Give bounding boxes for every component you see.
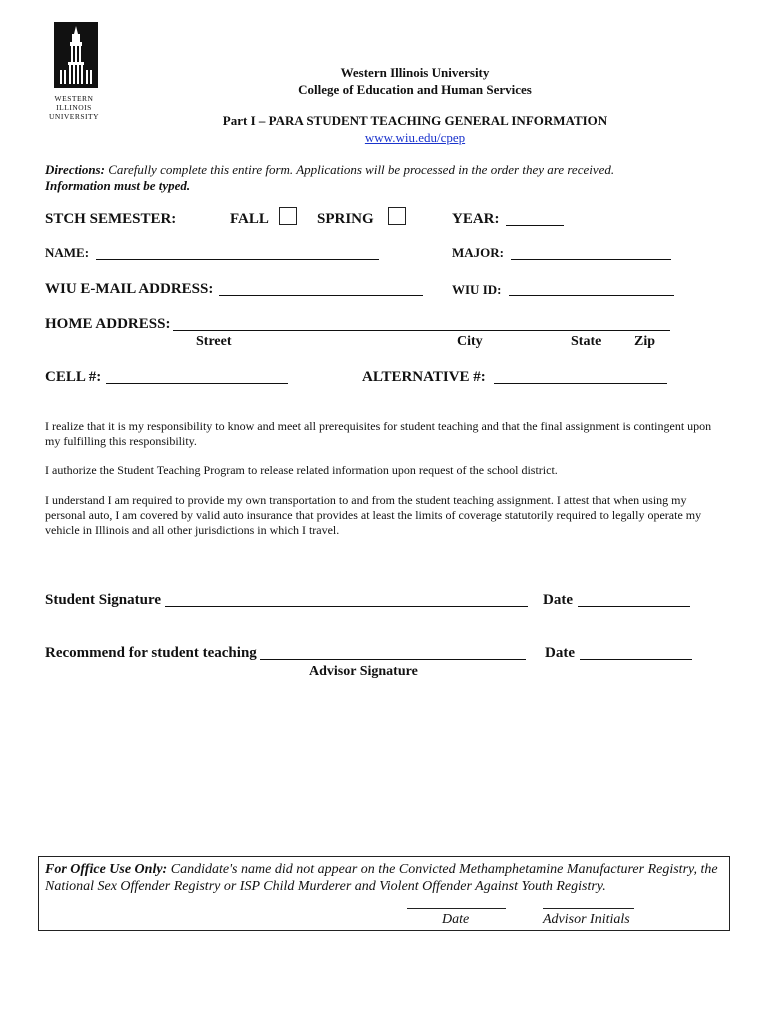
fall-checkbox[interactable] — [279, 207, 297, 225]
statement-transportation: I understand I am required to provide my own transportation to and from the student teaching assignment. I attest that when using my personal auto, I am covered by valid auto insurance that provides at least the limits of coverage statutorily required to legally operate my vehicle in Illinois and all other jurisdictions in which I travel. — [45, 493, 702, 537]
header-college: College of Education and Human Services — [298, 82, 532, 97]
cell-field[interactable] — [106, 371, 288, 384]
email-label: WIU E-MAIL ADDRESS: — [45, 281, 214, 297]
statement-authorize: I authorize the Student Teaching Program to release related information upon request of the school district. — [45, 463, 558, 477]
spring-checkbox[interactable] — [388, 207, 406, 225]
wiuid-label: WIU ID: — [452, 282, 502, 297]
spring-label: SPRING — [317, 211, 374, 227]
student-date-label: Date — [543, 592, 573, 608]
student-signature-label: Student Signature — [45, 592, 162, 608]
logo-text-line3: UNIVERSITY — [49, 112, 99, 121]
office-initials-label: Advisor Initials — [543, 912, 630, 927]
directions-typed: Information must be typed. — [45, 178, 191, 193]
cell-label: CELL #: — [45, 369, 102, 385]
office-use-text: Candidate's name did not appear on the Convicted Methamphetamine Manufacturer Registry, the National Sex Offender Registry or ISP Child Murderer and Violent Offender Against Youth Registry. — [45, 862, 718, 894]
street-label: Street — [196, 334, 232, 349]
office-date-label: Date — [442, 912, 470, 927]
name-field[interactable] — [96, 247, 379, 260]
state-label: State — [571, 334, 602, 349]
recommend-label: Recommend for student teaching — [45, 645, 257, 661]
advisor-date-field[interactable] — [580, 647, 692, 660]
tower-logo-icon — [54, 22, 98, 88]
header-link[interactable]: www.wiu.edu/cpep — [364, 130, 466, 145]
office-use-box — [38, 856, 730, 931]
logo-text-line1: WESTERN — [54, 94, 94, 103]
home-address-label: HOME ADDRESS: — [45, 316, 171, 332]
email-field[interactable] — [219, 283, 423, 296]
form-title: Part I – PARA STUDENT TEACHING GENERAL INFORMATION — [222, 113, 608, 128]
advisor-date-label: Date — [545, 645, 575, 661]
major-field[interactable] — [511, 247, 671, 260]
office-date-line[interactable] — [407, 908, 506, 909]
logo-text-line2: ILLINOIS — [56, 103, 92, 112]
statement-prerequisites: I realize that it is my responsibility to know and meet all prerequisites for student teaching and that the final assignment is contingent upon my fulfilling this responsibility. — [45, 419, 712, 448]
year-field[interactable] — [506, 213, 564, 226]
home-address-field[interactable] — [173, 318, 670, 331]
alternative-field[interactable] — [494, 371, 667, 384]
directions-label: Directions: — [45, 162, 105, 177]
semester-label: STCH SEMESTER: — [45, 211, 177, 227]
year-label: YEAR: — [452, 211, 500, 227]
student-date-field[interactable] — [578, 594, 690, 607]
student-signature-field[interactable] — [165, 594, 528, 607]
header-university: Western Illinois University — [340, 65, 490, 80]
zip-label: Zip — [634, 334, 656, 349]
major-label: MAJOR: — [452, 245, 504, 260]
name-label: NAME: — [45, 245, 90, 260]
directions-text: Carefully complete this entire form. Applications will be processed in the order they are received. — [104, 162, 615, 177]
city-label: City — [457, 334, 483, 349]
office-use-label: For Office Use Only: — [45, 862, 168, 877]
fall-label: FALL — [230, 211, 269, 227]
office-initials-line[interactable] — [543, 908, 634, 909]
advisor-signature-field[interactable] — [260, 647, 526, 660]
university-logo — [44, 22, 104, 126]
wiuid-field[interactable] — [509, 283, 674, 296]
advisor-signature-label: Advisor Signature — [309, 664, 418, 679]
alternative-label: ALTERNATIVE #: — [362, 369, 486, 385]
